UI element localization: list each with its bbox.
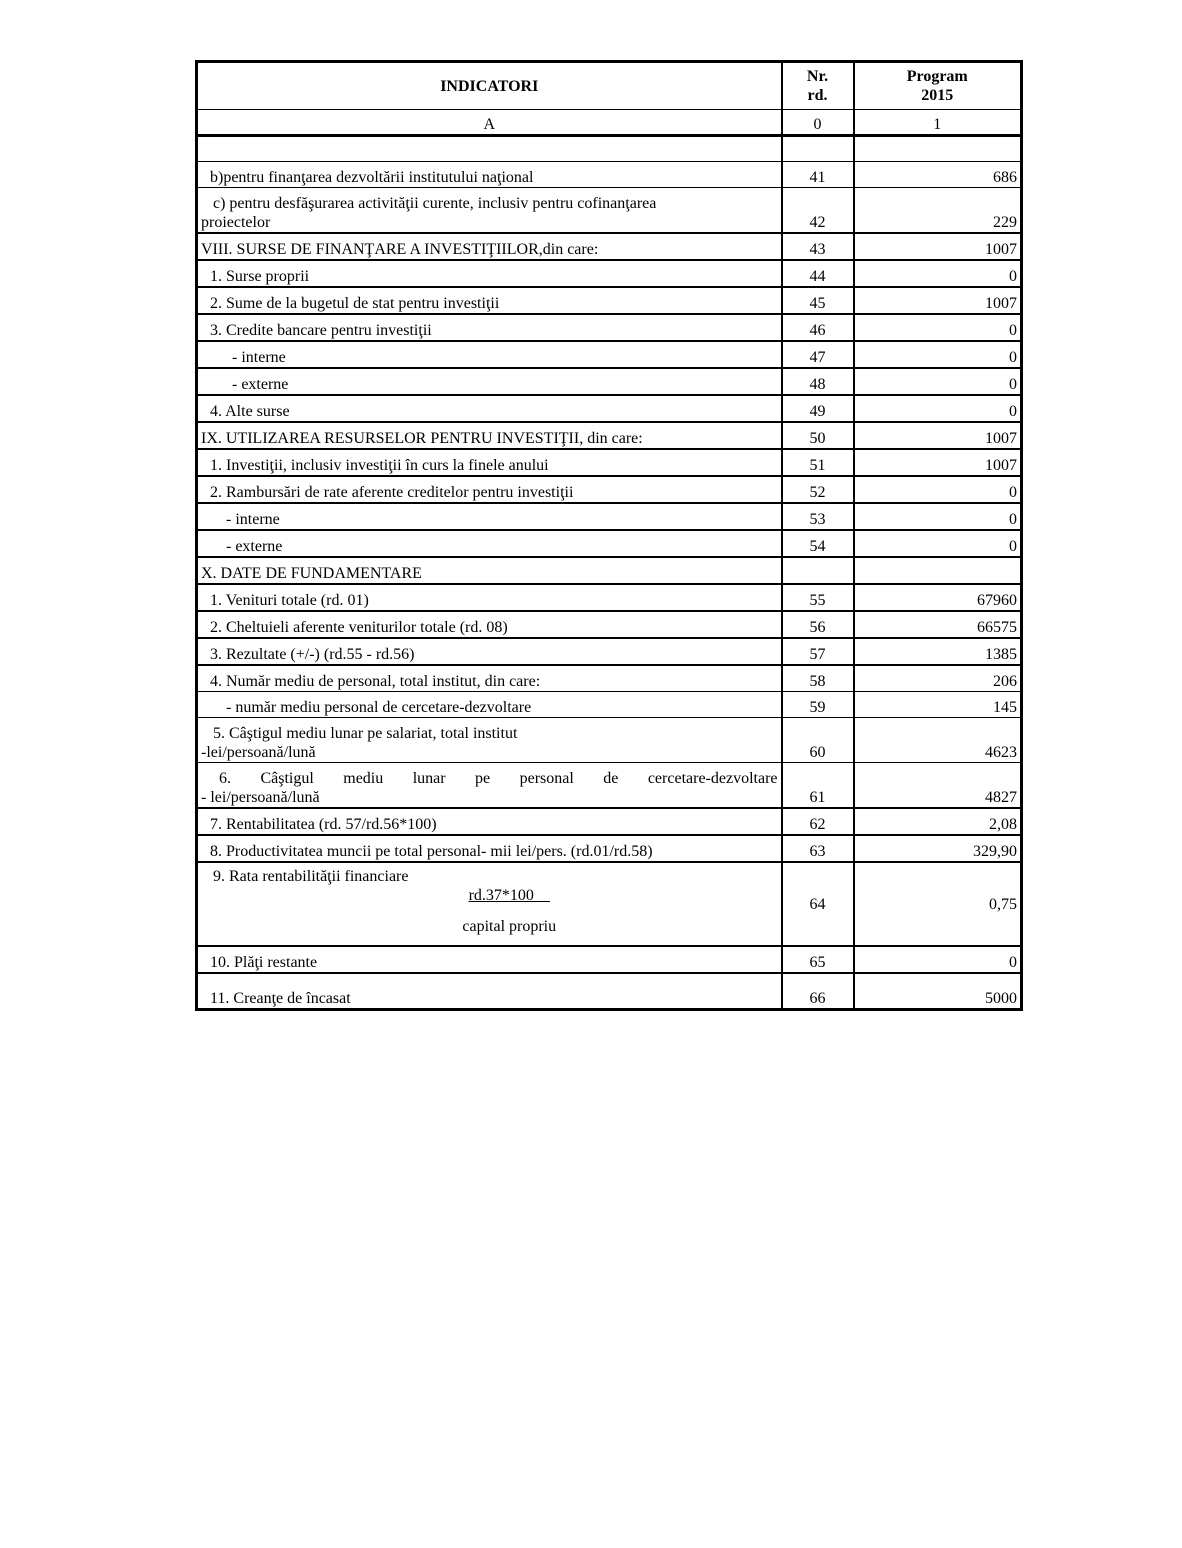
row-nr	[782, 557, 854, 584]
row-nr: 57	[782, 638, 854, 665]
table-row	[197, 530, 1022, 557]
row-label: 1. Surse proprii	[197, 260, 782, 287]
row-value: 4827	[854, 763, 1022, 809]
row-label: 2. Sume de la bugetul de stat pentru investiţii	[197, 287, 782, 314]
row-value: 66575	[854, 611, 1022, 638]
row-nr: 41	[782, 162, 854, 188]
row-nr: 61	[782, 763, 854, 809]
row-value: 0	[854, 946, 1022, 973]
row-nr: 64	[782, 862, 854, 946]
row-nr: 45	[782, 287, 854, 314]
row-label: - externe	[197, 530, 782, 557]
row-value: 2,08	[854, 808, 1022, 835]
table-row	[197, 260, 1022, 287]
row-label: 2. Rambursări de rate aferente creditelor pentru investiţii	[197, 476, 782, 503]
table-row	[197, 422, 1022, 449]
colnum-a: A	[197, 110, 782, 136]
row-nr: 43	[782, 233, 854, 260]
formula-denominator: capital propriu	[462, 918, 557, 935]
row-label	[197, 763, 782, 809]
row-nr: 56	[782, 611, 854, 638]
row-label: - interne	[197, 341, 782, 368]
row-nr: 50	[782, 422, 854, 449]
row-value: 0	[854, 503, 1022, 530]
row-label: 3. Credite bancare pentru investiţii	[197, 314, 782, 341]
row-label-line1: 9. Rata rentabilităţii financiare	[213, 868, 409, 885]
row-value: 0,75	[854, 862, 1022, 946]
row-label: b)pentru finanţarea dezvoltării institutului naţional	[197, 162, 782, 188]
row-value: 0	[854, 260, 1022, 287]
column-number-row	[197, 110, 1022, 136]
table-row	[197, 162, 1022, 188]
table-header-row	[197, 62, 1022, 110]
row-nr: 46	[782, 314, 854, 341]
row-value: 5000	[854, 973, 1022, 1010]
row-nr: 55	[782, 584, 854, 611]
row-value: 0	[854, 368, 1022, 395]
row-label-line1: 6. Câştigul mediu lunar pe personal de cercetare-dezvoltare	[219, 770, 778, 787]
row-value: 1007	[854, 233, 1022, 260]
formula-fraction	[201, 886, 778, 905]
row-nr: 60	[782, 718, 854, 763]
table-row	[197, 557, 1022, 584]
table-row	[197, 314, 1022, 341]
header-nr-rd	[782, 62, 854, 110]
row-nr: 66	[782, 973, 854, 1010]
row-label: 7. Rentabilitatea (rd. 57/rd.56*100)	[197, 808, 782, 835]
row-nr: 47	[782, 341, 854, 368]
row-value: 206	[854, 665, 1022, 692]
row-nr: 49	[782, 395, 854, 422]
row-value: 0	[854, 530, 1022, 557]
table-row	[197, 808, 1022, 835]
table-row	[197, 862, 1022, 946]
header-indicatori: INDICATORI	[197, 62, 782, 110]
row-value: 229	[854, 188, 1022, 234]
row-value: 4623	[854, 718, 1022, 763]
row-label-line2: -lei/persoană/lună	[201, 744, 316, 761]
row-nr: 48	[782, 368, 854, 395]
row-nr: 51	[782, 449, 854, 476]
table-row	[197, 368, 1022, 395]
row-label: 11. Creanţe de încasat	[197, 973, 782, 1010]
row-label-line1: 5. Câştigul mediu lunar pe salariat, total institut	[213, 725, 518, 742]
header-program-line2: 2015	[921, 87, 954, 104]
row-label: 2. Cheltuieli aferente veniturilor totale (rd. 08)	[197, 611, 782, 638]
row-value: 0	[854, 476, 1022, 503]
table-row	[197, 341, 1022, 368]
row-label: 1. Investiţii, inclusiv investiţii în curs la finele anului	[197, 449, 782, 476]
row-label	[197, 188, 782, 234]
row-nr: 63	[782, 835, 854, 862]
table-row	[197, 188, 1022, 234]
table-row	[197, 835, 1022, 862]
header-program-line1: Program	[906, 68, 968, 85]
row-value: 1007	[854, 422, 1022, 449]
row-label-line1: c) pentru desfăşurarea activităţii curente, inclusiv pentru cofinanţarea	[213, 195, 657, 212]
row-label	[197, 718, 782, 763]
table-row	[197, 395, 1022, 422]
row-value: 329,90	[854, 835, 1022, 862]
table-row	[197, 692, 1022, 718]
row-label: - externe	[197, 368, 782, 395]
row-label: X. DATE DE FUNDAMENTARE	[197, 557, 782, 584]
row-label: 3. Rezultate (+/-) (rd.55 - rd.56)	[197, 638, 782, 665]
row-value: 0	[854, 395, 1022, 422]
row-nr: 42	[782, 188, 854, 234]
row-value: 686	[854, 162, 1022, 188]
row-value: 0	[854, 314, 1022, 341]
header-nr-line2: rd.	[807, 87, 828, 104]
row-nr: 44	[782, 260, 854, 287]
row-label: - număr mediu personal de cercetare-dezvoltare	[197, 692, 782, 718]
table-row	[197, 503, 1022, 530]
row-nr: 59	[782, 692, 854, 718]
row-nr: 58	[782, 665, 854, 692]
colnum-1: 1	[854, 110, 1022, 136]
table-row	[197, 946, 1022, 973]
table-row	[197, 584, 1022, 611]
table-row	[197, 449, 1022, 476]
indicators-table	[195, 60, 1023, 1011]
formula-numerator: rd.37*100__	[468, 887, 550, 904]
row-value: 1007	[854, 287, 1022, 314]
table-row	[197, 476, 1022, 503]
table-row	[197, 718, 1022, 763]
row-label-line2: proiectelor	[201, 214, 271, 231]
row-nr: 54	[782, 530, 854, 557]
row-value: 1385	[854, 638, 1022, 665]
row-label-line2: - lei/persoană/lună	[201, 789, 320, 806]
row-nr: 62	[782, 808, 854, 835]
row-label: 4. Alte surse	[197, 395, 782, 422]
row-label: 8. Productivitatea muncii pe total personal- mii lei/pers. (rd.01/rd.58)	[197, 835, 782, 862]
table-row	[197, 611, 1022, 638]
row-nr: 53	[782, 503, 854, 530]
blank-row	[197, 136, 1022, 162]
table-row	[197, 763, 1022, 809]
row-label: 10. Plăţi restante	[197, 946, 782, 973]
colnum-0: 0	[782, 110, 854, 136]
row-label: 4. Număr mediu de personal, total institut, din care:	[197, 665, 782, 692]
row-value: 0	[854, 341, 1022, 368]
header-program	[854, 62, 1022, 110]
row-label: VIII. SURSE DE FINANŢARE A INVESTIŢIILOR,din care:	[197, 233, 782, 260]
table-row	[197, 233, 1022, 260]
row-nr: 52	[782, 476, 854, 503]
row-label: 1. Venituri totale (rd. 01)	[197, 584, 782, 611]
header-nr-line1: Nr.	[806, 68, 829, 85]
row-value	[854, 557, 1022, 584]
row-value: 67960	[854, 584, 1022, 611]
table-row	[197, 973, 1022, 1010]
row-label	[197, 862, 782, 946]
row-nr: 65	[782, 946, 854, 973]
table-row	[197, 638, 1022, 665]
row-value: 1007	[854, 449, 1022, 476]
row-value: 145	[854, 692, 1022, 718]
table-row	[197, 665, 1022, 692]
row-label: IX. UTILIZAREA RESURSELOR PENTRU INVESTIŢII, din care:	[197, 422, 782, 449]
table-row	[197, 287, 1022, 314]
row-label: - interne	[197, 503, 782, 530]
